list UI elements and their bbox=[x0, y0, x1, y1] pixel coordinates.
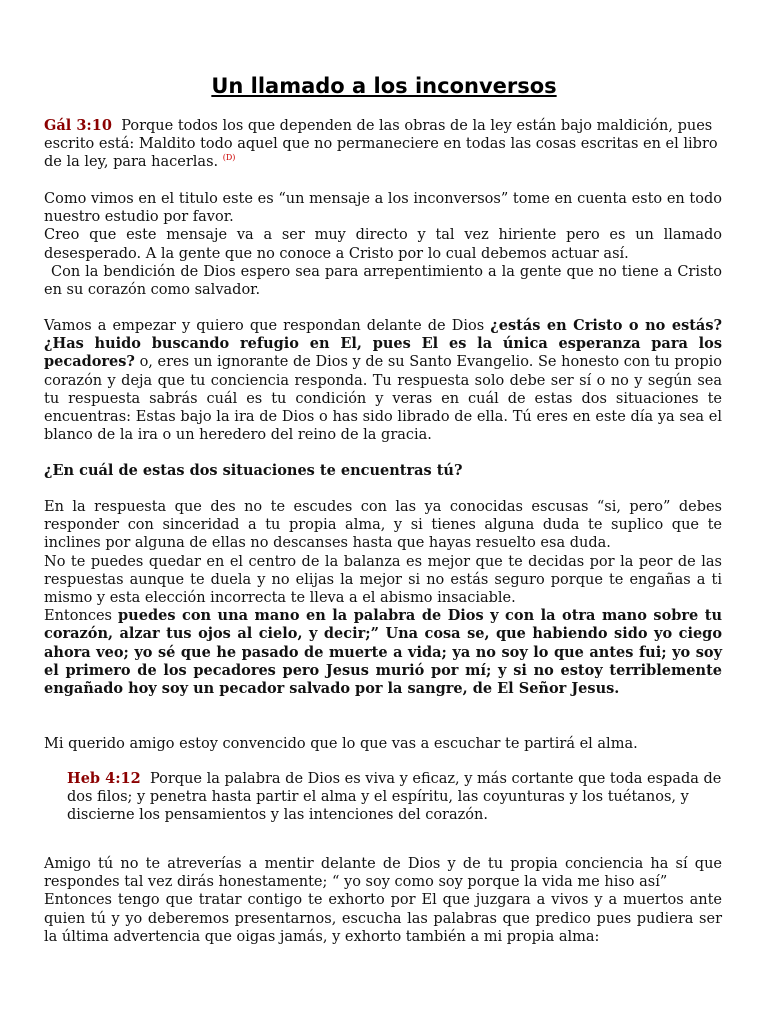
verse-hebrews bbox=[67, 770, 722, 825]
paragraph: Entonces tengo que tratar contigo te exhorto por El que juzgara a vivos y a muertos ante quien tú y yo deberemos presentarnos, escucha las palabras que predico pues pudiera ser la última advertencia que oigas jamás, y exhorto también a mi propia alma: bbox=[44, 892, 722, 945]
paragraph: Creo que este mensaje va a ser muy directo y tal vez hiriente pero es un llamado desesperado. A la gente que no conoce a Cristo por lo cual debemos actuar así. bbox=[44, 227, 722, 262]
paragraph: Como vimos en el titulo este es “un mensaje a los inconversos” tome en cuenta esto en todo nuestro estudio por favor. bbox=[44, 191, 722, 226]
response-section bbox=[44, 498, 722, 698]
intro-section bbox=[44, 190, 722, 299]
paragraph-lead: Vamos a empezar y quiero que respondan delante de Dios bbox=[44, 318, 491, 334]
verse-reference: Heb 4:12 bbox=[67, 770, 141, 787]
verse-text: Porque todos los que dependen de las obras de la ley están bajo maldición, pues escrito está: Maldito todo aquel que no permaneciere en todas las cosas escritas en el libro de la ley, para hacerlas. bbox=[44, 118, 718, 171]
paragraph: En la respuesta que des no te escudes con las ya conocidas escusas “si, pero” debes responder con sinceridad a tu propia alma, y si tienes alguna duda te suplico que te inclines por alguna de ellas no descanses hasta que hayas resuelto esa duda. bbox=[44, 499, 722, 552]
paragraph-lead: Entonces bbox=[44, 608, 119, 625]
paragraph: No te puedes quedar en el centro de la balanza es mejor que te decidas por la peor de las respuestas aunque te duela y no elijas la mejor si no estás seguro porque te engañas a ti mismo y esta elección incorrecta te lleva a el abismo insaciable. bbox=[44, 553, 722, 607]
paragraph-rest: o, eres un ignorante de Dios y de su Santo Evangelio. Se honesto con tu propio corazón y deja que tu conciencia responda. Tu respuesta solo debe ser sí o no y según sea tu respuesta sabrás cuál es tu condición y veras en cuál de estas dos situaciones te encuentras: Estas bajo la ira de Dios o has sido librado de ella. Tú eres en este día ya sea el blanco de la ira o un heredero del reino de la gracia. bbox=[44, 354, 722, 444]
section-question-heading: ¿En cuál de estas dos situaciones te encuentras tú? bbox=[44, 462, 463, 479]
bold-question: ¿estás en Cristo o no estás? ¿Has huido buscando refugio en El, pues El es la única esperanza para los pecadores? bbox=[44, 317, 722, 371]
paragraph: Con la bendición de Dios espero sea para arrepentimiento a la gente que no tiene a Cristo en su corazón como salvador. bbox=[44, 263, 722, 299]
verse-text: Porque la palabra de Dios es viva y eficaz, y más cortante que toda espada de dos filos; y penetra hasta partir el alma y el espíritu, las coyunturas y los tuétanos, y discierne los pensamientos y las intenciones del corazón. bbox=[67, 771, 722, 824]
verse-reference: Gál 3:10 bbox=[44, 117, 112, 134]
page-title: Un llamado a los inconversos bbox=[211, 74, 557, 98]
closing-section bbox=[44, 855, 722, 946]
paragraph: Amigo tú no te atreverías a mentir delante de Dios y de tu propia conciencia ha sí que respondes tal vez dirás honestamente; “ yo soy como soy porque la vida me hiso así” bbox=[44, 856, 722, 891]
footnote-marker[interactable]: (D) bbox=[222, 153, 236, 163]
question-paragraph bbox=[44, 317, 722, 444]
bold-declaration: puedes con una mano en la palabra de Dios y con la otra mano sobre tu corazón, alzar tus ojos al cielo, y decir;” Una cosa se, que habiendo sido yo ciego ahora veo; yo sé que he pasado de muerte a vida; ya no soy lo que antes fui; yo soy el primero de los pecadores pero Jesus murió por mí; y si no estoy terriblemente engañado hoy soy un pecador salvado por la sangre, de El Señor Jesus. bbox=[44, 607, 723, 698]
friend-paragraph: Mi querido amigo estoy convencido que lo que vas a escuchar te partirá el alma. bbox=[44, 736, 638, 752]
verse-galatians bbox=[44, 117, 722, 172]
